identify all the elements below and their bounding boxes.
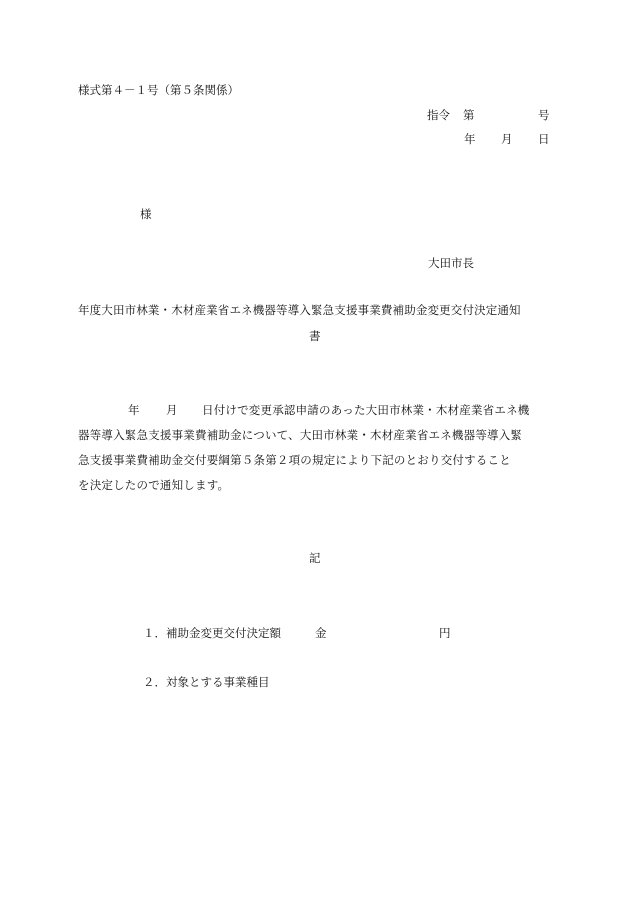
- item-1-kin: 金: [315, 626, 327, 640]
- body-year: 年: [128, 403, 140, 417]
- title-line-2: 書: [309, 329, 321, 343]
- date-year: 年: [464, 132, 476, 146]
- item-1-yen: 円: [439, 626, 451, 640]
- body-line-3: 急支援事業費補助金交付要綱第５条第２項の規定により下記のとおり交付すること: [78, 453, 511, 467]
- title-line-1: 年度大田市林業・木材産業省エネ機器等導入緊急支援事業費補助金変更交付決定通知: [78, 303, 521, 317]
- body-line-4: を決定したので通知します。: [78, 478, 230, 492]
- addressee-honorific: 様: [140, 207, 152, 221]
- item-1-label: １．補助金変更交付決定額: [143, 626, 281, 640]
- body-month: 月: [166, 403, 178, 417]
- notice-dai: 第: [463, 108, 475, 122]
- notice-prefix: 指令: [427, 108, 450, 122]
- date-month: 月: [501, 132, 513, 146]
- date-day: 日: [538, 132, 550, 146]
- body-line-2: 器等導入緊急支援事業費補助金について、大田市林業・木材産業省エネ機器等導入緊: [78, 428, 523, 442]
- ki-heading: 記: [309, 551, 321, 565]
- form-number: 様式第４－１号（第５条関係）: [78, 83, 239, 97]
- notice-go: 号: [538, 108, 550, 122]
- item-2-label: ２．対象とする事業種目: [143, 675, 270, 689]
- issuer: 大田市長: [428, 256, 474, 270]
- body-line-1-text: 日付けで変更承認申請のあった大田市林業・木材産業省エネ機: [202, 403, 530, 417]
